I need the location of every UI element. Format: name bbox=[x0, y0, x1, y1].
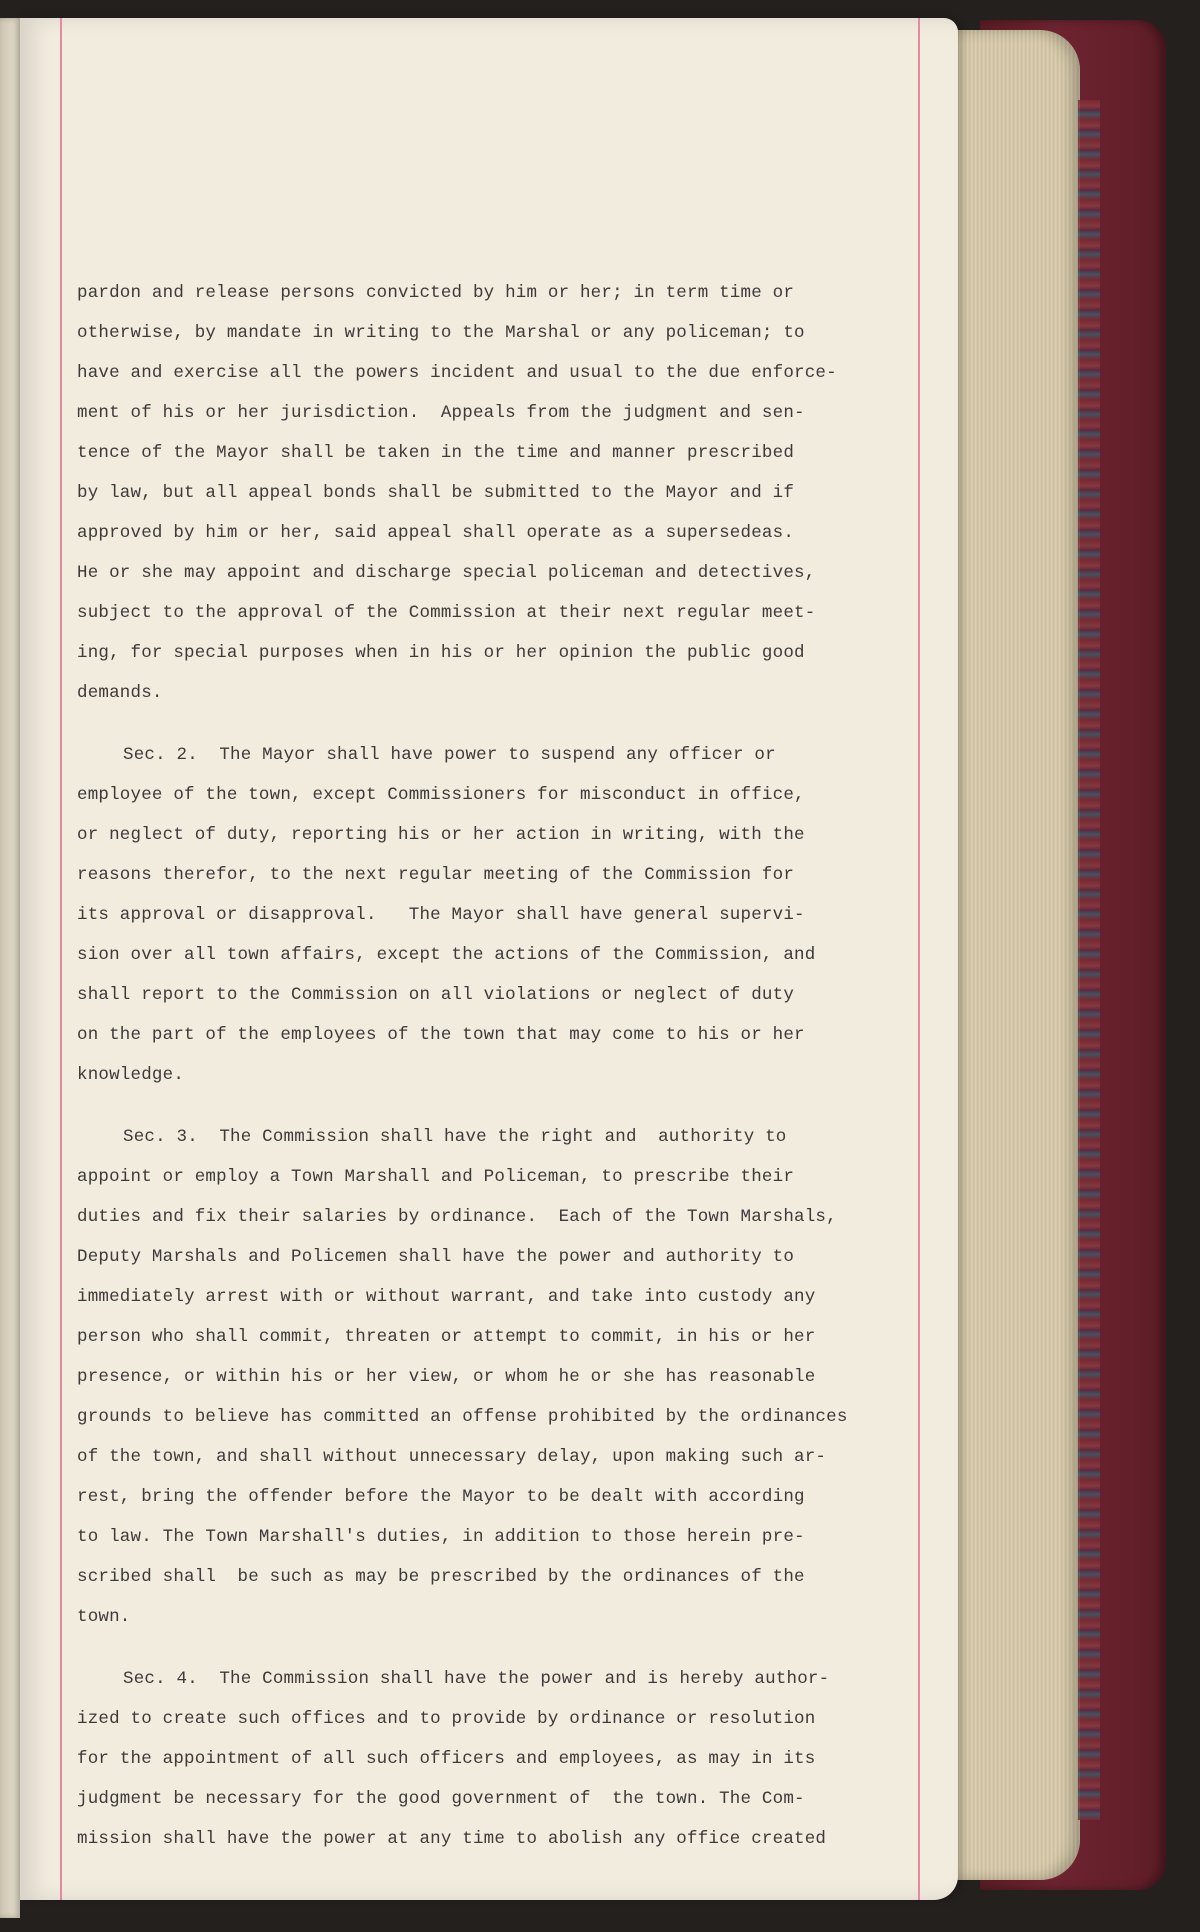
text-line: for the appointment of all such officers and employees, as may in its bbox=[77, 1749, 816, 1769]
text-line: mission shall have the power at any time to abolish any office created bbox=[77, 1829, 827, 1849]
text-line: to law. The Town Marshall's duties, in addition to those herein pre- bbox=[77, 1527, 805, 1547]
paragraph-gap bbox=[77, 1095, 937, 1117]
text-line: Sec. 4. The Commission shall have the power and is hereby author- bbox=[123, 1669, 830, 1689]
text-line: subject to the approval of the Commission at their next regular meet- bbox=[77, 603, 816, 623]
paragraph bbox=[77, 1117, 937, 1637]
text-line: grounds to believe has committed an offense prohibited by the ordinances bbox=[77, 1407, 848, 1427]
text-line: immediately arrest with or without warrant, and take into custody any bbox=[77, 1287, 816, 1307]
text-line: demands. bbox=[77, 683, 163, 703]
text-line: on the part of the employees of the town that may come to his or her bbox=[77, 1025, 805, 1045]
text-line: sion over all town affairs, except the actions of the Commission, and bbox=[77, 945, 816, 965]
text-line: ment of his or her jurisdiction. Appeals from the judgment and sen- bbox=[77, 403, 805, 423]
text-line: shall report to the Commission on all violations or neglect of duty bbox=[77, 985, 795, 1005]
text-line: Sec. 3. The Commission shall have the right and authority to bbox=[123, 1127, 787, 1147]
text-line: person who shall commit, threaten or attempt to commit, in his or her bbox=[77, 1327, 816, 1347]
text-line: judgment be necessary for the good government of the town. The Com- bbox=[77, 1789, 805, 1809]
text-line: by law, but all appeal bonds shall be submitted to the Mayor and if bbox=[77, 483, 795, 503]
text-line: knowledge. bbox=[77, 1065, 185, 1085]
text-line: ized to create such offices and to provide by ordinance or resolution bbox=[77, 1709, 816, 1729]
text-line: Deputy Marshals and Policemen shall have the power and authority to bbox=[77, 1247, 795, 1267]
text-line: have and exercise all the powers incident and usual to the due enforce- bbox=[77, 363, 837, 383]
left-margin-rule bbox=[60, 18, 62, 1900]
text-line: Sec. 2. The Mayor shall have power to suspend any officer or bbox=[123, 745, 776, 765]
text-line: ing, for special purposes when in his or her opinion the public good bbox=[77, 643, 805, 663]
paragraph bbox=[77, 273, 937, 713]
text-line: presence, or within his or her view, or whom he or she has reasonable bbox=[77, 1367, 816, 1387]
paragraph-gap bbox=[77, 1637, 937, 1659]
text-line: He or she may appoint and discharge special policeman and detectives, bbox=[77, 563, 816, 583]
text-line: otherwise, by mandate in writing to the Marshal or any policeman; to bbox=[77, 323, 805, 343]
marbled-edge bbox=[1078, 100, 1100, 1820]
text-line: scribed shall be such as may be prescribed by the ordinances of the bbox=[77, 1567, 805, 1587]
text-line: duties and fix their salaries by ordinance. Each of the Town Marshals, bbox=[77, 1207, 837, 1227]
text-line: appoint or employ a Town Marshall and Policeman, to prescribe their bbox=[77, 1167, 795, 1187]
text-line: of the town, and shall without unnecessary delay, upon making such ar- bbox=[77, 1447, 827, 1467]
text-line: its approval or disapproval. The Mayor shall have general supervi- bbox=[77, 905, 805, 925]
paragraph bbox=[77, 1659, 937, 1859]
paragraph-gap bbox=[77, 713, 937, 735]
text-line: or neglect of duty, reporting his or her action in writing, with the bbox=[77, 825, 805, 845]
text-line: rest, bring the offender before the Mayor to be dealt with according bbox=[77, 1487, 805, 1507]
text-line: pardon and release persons convicted by him or her; in term time or bbox=[77, 283, 795, 303]
left-page-edge bbox=[0, 18, 20, 1918]
page-block-edge bbox=[940, 30, 1080, 1880]
text-line: approved by him or her, said appeal shall operate as a supersedeas. bbox=[77, 523, 795, 543]
typewritten-body bbox=[77, 273, 937, 1859]
text-line: employee of the town, except Commissioners for misconduct in office, bbox=[77, 785, 805, 805]
document-page bbox=[20, 18, 958, 1900]
text-line: town. bbox=[77, 1607, 131, 1627]
paragraph bbox=[77, 735, 937, 1095]
text-line: reasons therefor, to the next regular meeting of the Commission for bbox=[77, 865, 795, 885]
text-line: tence of the Mayor shall be taken in the time and manner prescribed bbox=[77, 443, 795, 463]
